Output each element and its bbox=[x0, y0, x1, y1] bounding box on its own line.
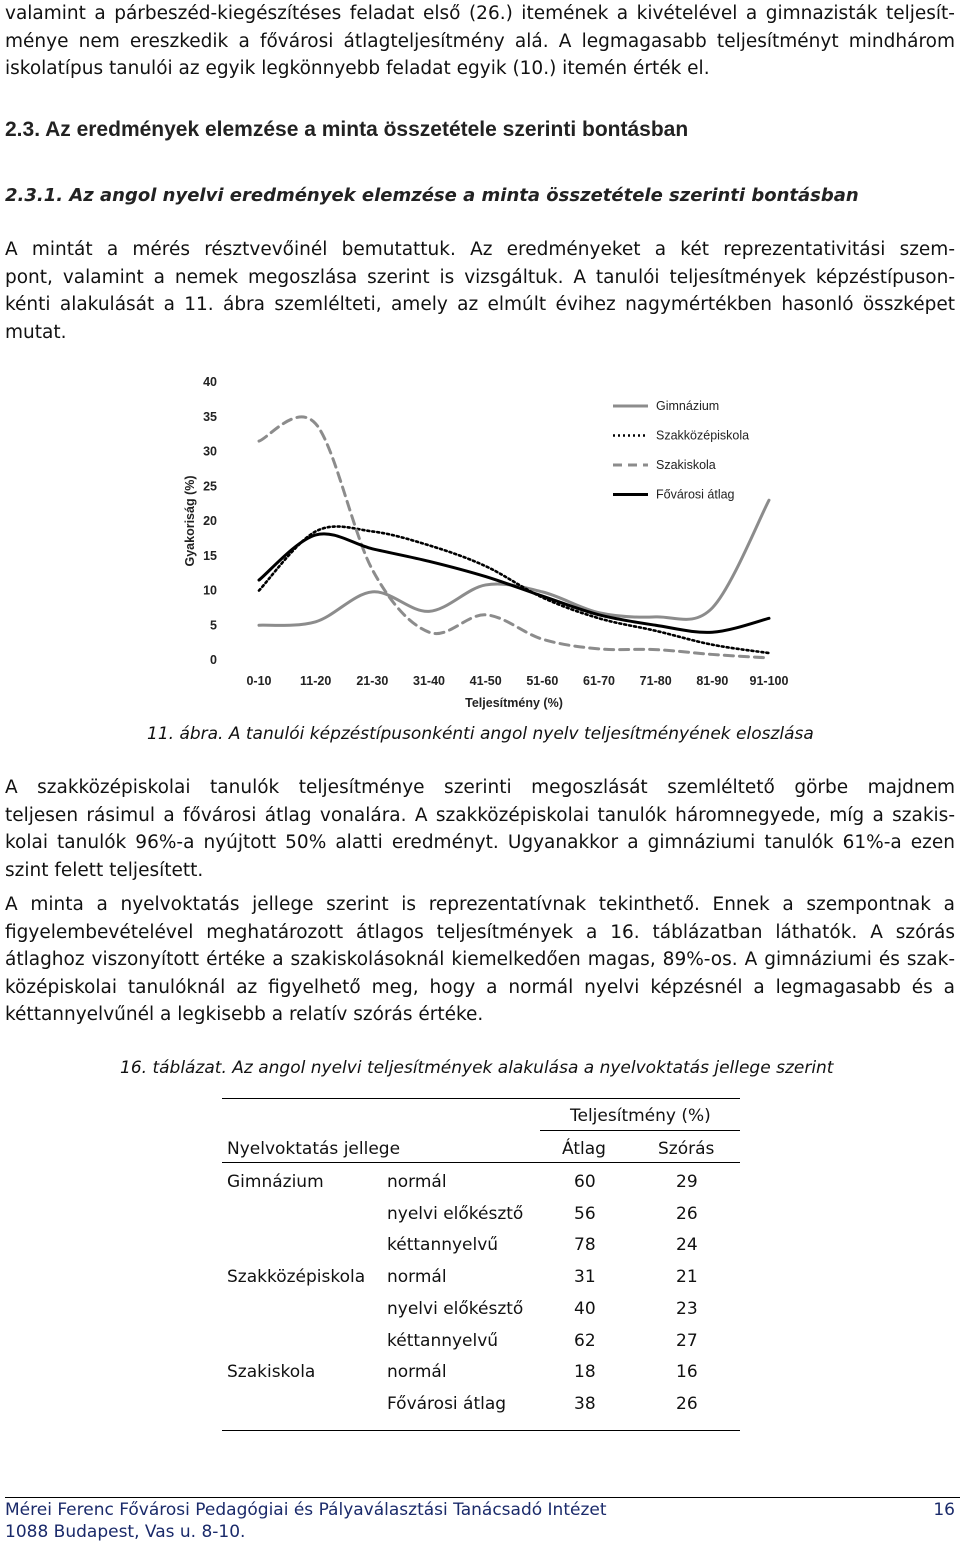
table-cell-sd: 26 bbox=[676, 1393, 698, 1414]
para3-line-4: középiskolai tanulóknál az figyelhető meg, hogy a normál nyelvi képzésnél a legmagasabb és a bbox=[5, 976, 955, 998]
section-heading: 2.3. Az eredmények elemzése a minta összetétele szerinti bontásban bbox=[5, 118, 689, 141]
table-cell-school: Szakiskola bbox=[227, 1362, 316, 1383]
para1-line-4: mutat. bbox=[5, 321, 67, 343]
table-cell-school: Szakközépiskola bbox=[227, 1267, 366, 1288]
table-group-rule bbox=[540, 1130, 740, 1131]
legend-label-3: Fővárosi átlag bbox=[656, 487, 735, 502]
paragraph-2 bbox=[5, 774, 955, 884]
table-cell-mean: 56 bbox=[574, 1203, 596, 1224]
y-tick-label: 10 bbox=[203, 583, 217, 598]
table-cell-type: nyelvi előkésztő bbox=[387, 1203, 524, 1224]
x-axis-label: Teljesítmény (%) bbox=[465, 696, 563, 710]
x-tick-label: 71-80 bbox=[639, 674, 672, 688]
x-tick-label: 0-10 bbox=[246, 674, 272, 688]
y-tick-label: 25 bbox=[203, 479, 217, 494]
table-cell-sd: 27 bbox=[676, 1330, 698, 1351]
table-cell-type: nyelvi előkésztő bbox=[387, 1298, 524, 1319]
legend-label-1: Szakközépiskola bbox=[656, 428, 750, 443]
table-cell-sd: 26 bbox=[676, 1203, 698, 1224]
para3-line-1: A minta a nyelvoktatás jellege szerint is reprezentatívnak tekinthető. Ennek a szempontnak a bbox=[5, 894, 955, 915]
table-cell-mean: 60 bbox=[574, 1172, 596, 1192]
paragraph-3 bbox=[5, 891, 955, 1029]
intro-line-1: valamint a párbeszéd-kiegészítéses feladat első (26.) itemének a kivételével a gimnazisták teljesít- bbox=[5, 3, 955, 24]
series-line-0 bbox=[259, 500, 769, 625]
y-tick-label: 40 bbox=[203, 375, 217, 389]
page-number: 16 bbox=[933, 1500, 955, 1520]
legend-label-2: Szakiskola bbox=[656, 458, 716, 472]
table-cell-mean: 78 bbox=[574, 1235, 596, 1256]
table-header-type: Nyelvoktatás jellege bbox=[227, 1139, 401, 1159]
para1-line-3: kénti alakulását a 11. ábra szemlélteti, amely az elmúlt évihez nagymértékben hasonló összképet bbox=[5, 294, 955, 316]
x-tick-label: 31-40 bbox=[413, 674, 445, 688]
intro-line-3: iskolatípus tanulói az egyik legkönnyebb feladat egyik (10.) itemén érték el. bbox=[5, 58, 710, 80]
footer-address: 1088 Budapest, Vas u. 8-10. bbox=[5, 1522, 246, 1542]
para1-line-2: pont, valamint a nemek megoszlása szerint is vizsgáltuk. A tanulói teljesítmények képzéstípuson- bbox=[5, 266, 955, 288]
table-cell-type: normál bbox=[387, 1172, 447, 1192]
table-bottom-rule bbox=[222, 1430, 740, 1431]
para1-line-1: A mintát a mérés résztvevőinél bemutattuk. Az eredményeket a két reprezentativitási szem- bbox=[5, 239, 955, 260]
x-tick-label: 41-50 bbox=[469, 674, 502, 688]
y-tick-label: 35 bbox=[203, 409, 217, 424]
table-cell-type: kéttannyelvű bbox=[387, 1330, 499, 1351]
table-cell-mean: 38 bbox=[574, 1393, 596, 1414]
table-header-mean: Átlag bbox=[562, 1139, 606, 1159]
table-caption: 16. táblázat. Az angol nyelvi teljesítmények alakulása a nyelvoktatás jellege szerint bbox=[120, 1058, 834, 1078]
chart-legend bbox=[613, 399, 749, 502]
y-tick-label: 30 bbox=[203, 444, 217, 459]
distribution-line-chart bbox=[180, 370, 790, 715]
y-tick-label: 20 bbox=[203, 514, 217, 528]
series-line-2 bbox=[259, 417, 769, 658]
figure-caption: 11. ábra. A tanulói képzéstípusonkénti angol nyelv teljesítményének eloszlása bbox=[147, 724, 814, 744]
y-tick-label: 5 bbox=[210, 618, 217, 633]
table-cell-school: Gimnázium bbox=[227, 1172, 324, 1192]
y-tick-label: 15 bbox=[203, 548, 217, 563]
x-tick-label: 91-100 bbox=[749, 674, 789, 688]
table-cell-sd: 21 bbox=[676, 1267, 698, 1288]
table-top-rule bbox=[222, 1098, 740, 1099]
para3-line-2: figyelembevételével meghatározott átlagos teljesítmények a 16. táblázatban láthatók. A szórás bbox=[5, 921, 955, 943]
table-cell-sd: 23 bbox=[676, 1298, 698, 1319]
para2-line-1: A szakközépiskolai tanulók teljesítménye szerinti megoszlását szemléltető görbe majdnem bbox=[5, 777, 955, 798]
table-cell-type: Fővárosi átlag bbox=[387, 1393, 507, 1414]
table-cell-sd: 16 bbox=[676, 1362, 698, 1383]
para3-line-3: átlaghoz viszonyított értéke a szakiskolásoknál kiemelkedően magas, 89%-os. A gimnáziumi és szak- bbox=[5, 949, 955, 971]
x-tick-label: 11-20 bbox=[300, 674, 332, 688]
x-tick-label: 51-60 bbox=[526, 674, 559, 688]
table-header-sd: Szórás bbox=[658, 1139, 715, 1159]
footer-institute: Mérei Ferenc Fővárosi Pedagógiai és Pályaválasztási Tanácsadó Intézet bbox=[5, 1500, 607, 1520]
y-tick-label: 0 bbox=[210, 653, 217, 667]
table-cell-sd: 24 bbox=[676, 1235, 698, 1256]
x-axis bbox=[246, 674, 788, 710]
table-cell-type: normál bbox=[387, 1267, 447, 1288]
x-tick-label: 21-30 bbox=[356, 674, 389, 688]
footer-divider bbox=[5, 1497, 960, 1498]
table-cell-type: normál bbox=[387, 1362, 447, 1383]
table-group-header: Teljesítmény (%) bbox=[570, 1106, 711, 1126]
intro-line-2: ménye nem ereszkedik a fővárosi átlagteljesítmény alá. A legmagasabb teljesítményt mindhárom bbox=[5, 30, 955, 52]
table-cell-mean: 18 bbox=[574, 1362, 596, 1383]
table-cell-type: kéttannyelvű bbox=[387, 1235, 499, 1256]
table-cell-mean: 62 bbox=[574, 1330, 596, 1351]
intro-paragraph bbox=[5, 0, 955, 83]
y-axis-label: Gyakoriság (%) bbox=[183, 475, 197, 567]
x-tick-label: 81-90 bbox=[696, 674, 729, 688]
para2-line-4: szint felett teljesített. bbox=[5, 859, 204, 881]
legend-label-0: Gimnázium bbox=[656, 399, 720, 413]
chart-series bbox=[259, 417, 769, 658]
para2-line-2: teljesen rásimul a fővárosi átlag vonalára. A szakközépiskolai tanulók háromnegyede, míg a szakis- bbox=[5, 804, 955, 826]
table-header-rule bbox=[222, 1162, 740, 1163]
para2-line-3: kolai tanulók 96%-a nyújtott 50% alatti eredményt. Ugyanakkor a gimnáziumi tanulók 61%-a ezen bbox=[5, 832, 955, 854]
series-line-1 bbox=[259, 526, 769, 653]
x-tick-label: 61-70 bbox=[583, 674, 615, 688]
table-cell-sd: 29 bbox=[676, 1172, 698, 1192]
subsection-heading: 2.3.1. Az angol nyelvi eredmények elemzése a minta összetétele szerinti bontásban bbox=[5, 185, 859, 206]
para3-line-5: kéttannyelvűnél a legkisebb a relatív szórás értéke. bbox=[5, 1004, 484, 1026]
table-cell-mean: 40 bbox=[574, 1298, 596, 1319]
table-cell-mean: 31 bbox=[574, 1267, 596, 1288]
y-axis bbox=[183, 375, 217, 667]
paragraph-1 bbox=[5, 236, 955, 346]
